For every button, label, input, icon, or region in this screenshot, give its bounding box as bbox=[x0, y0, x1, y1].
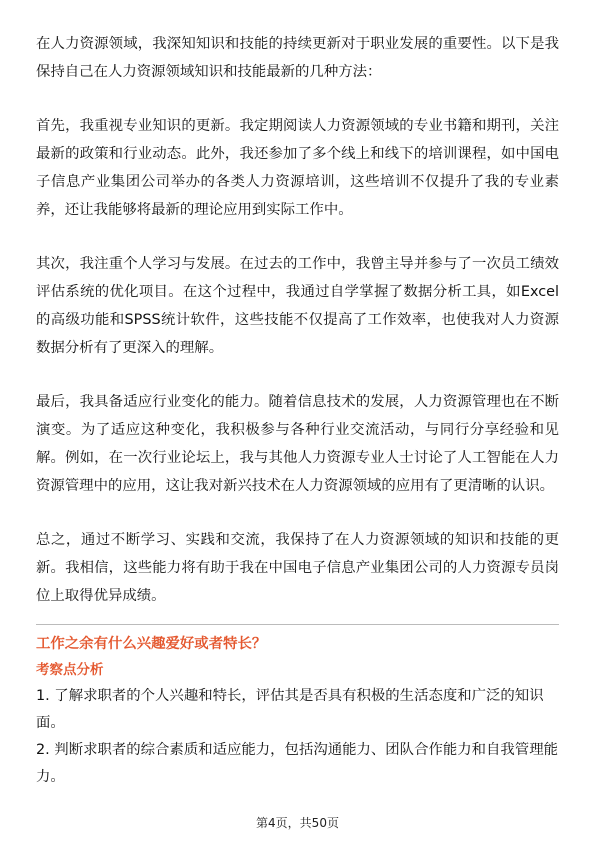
analysis-point: 1. 了解求职者的个人兴趣和特长，评估其是否具有积极的生活态度和广泛的知识面。 bbox=[36, 688, 544, 731]
page-content bbox=[36, 30, 559, 791]
paragraph-first: 首先，我重视专业知识的更新。我定期阅读人力资源领域的专业书籍和期刊，关注最新的政策和行业动态。此外，我还参加了多个线上和线下的培训课程，如中国电子信息产业集团公司举办的各类人力资源培训，这些培训不仅提升了我的专业素养，还让我能够将最新的理论应用到实际工作中。 bbox=[36, 118, 559, 218]
paragraph-last: 最后，我具备适应行业变化的能力。随着信息技术的发展，人力资源管理也在不断演变。为了适应这种变化，我积极参与各种行业交流活动，与同行分享经验和见解。例如，在一次行业论坛上，我与其他人力资源专业人士讨论了人工智能在人力资源管理中的应用，这让我对新兴技术在人力资源领域的应用有了更清晰的认识。 bbox=[36, 394, 559, 494]
analysis-list bbox=[36, 683, 559, 791]
analysis-heading: 考察点分析 bbox=[36, 662, 104, 678]
paragraph-second: 其次，我注重个人学习与发展。在过去的工作中，我曾主导并参与了一次员工绩效评估系统的优化项目。在这个过程中，我通过自学掌握了数据分析工具，如Excel的高级功能和SPSS统计软件，这些技能不仅提高了工作效率，也使我对人力资源数据分析有了更深入的理解。 bbox=[36, 256, 559, 356]
section-divider bbox=[36, 624, 559, 625]
analysis-point: 2. 判断求职者的综合素质和适应能力，包括沟通能力、团队合作能力和自我管理能力。 bbox=[36, 742, 558, 785]
question-heading: 工作之余有什么兴趣爱好或者特长？ bbox=[36, 636, 267, 652]
page-number-footer: 第4页，共50页 bbox=[256, 816, 339, 830]
intro-paragraph: 在人力资源领域，我深知知识和技能的持续更新对于职业发展的重要性。以下是我保持自己在人力资源领域知识和技能最新的几种方法： bbox=[36, 36, 559, 80]
paragraph-conclusion: 总之，通过不断学习、实践和交流，我保持了在人力资源领域的知识和技能的更新。我相信，这些能力将有助于我在中国电子信息产业集团公司的人力资源专员岗位上取得优异成绩。 bbox=[36, 532, 559, 604]
